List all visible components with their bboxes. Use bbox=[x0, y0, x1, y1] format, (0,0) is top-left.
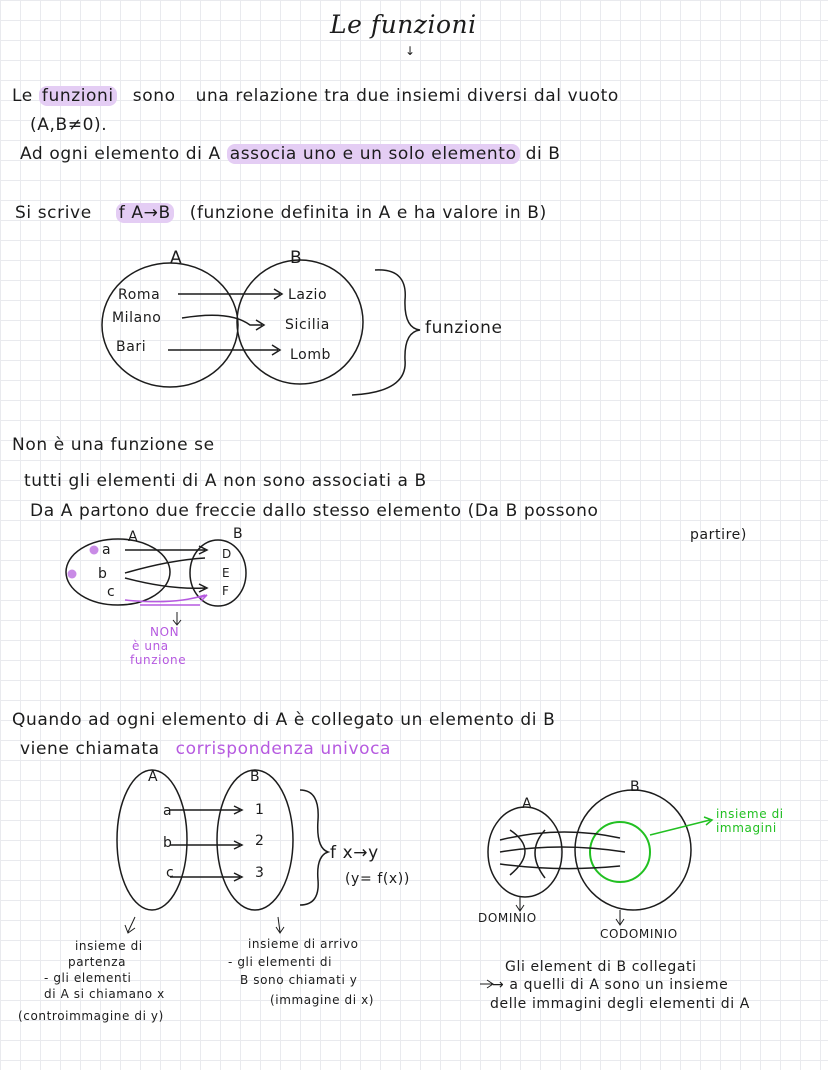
diagram1-set-b: B bbox=[290, 248, 303, 268]
page-title: Le funzioni bbox=[330, 10, 477, 39]
partenza-label: di A si chiamano x bbox=[44, 987, 165, 1001]
intro-word-sono: sono bbox=[132, 86, 176, 106]
diagram1-a-item: Bari bbox=[116, 339, 147, 355]
non-funzione-b-item: E bbox=[222, 566, 231, 580]
diagram1-a-item: Milano bbox=[112, 310, 162, 326]
non-funzione-b-item: D bbox=[222, 547, 232, 561]
partenza-label: - gli elementi bbox=[44, 971, 132, 985]
non-funzione-a-item: b bbox=[98, 566, 108, 582]
non-funzione-a-item: c bbox=[107, 584, 116, 600]
univoca-b-item: 2 bbox=[255, 833, 265, 849]
non-funzione-set-b: B bbox=[233, 526, 244, 542]
intro-line-3-end: di B bbox=[525, 144, 561, 164]
univoca-formula: f x→y bbox=[330, 843, 379, 863]
notation-description: (funzione definita in A e ha valore in B) bbox=[189, 203, 547, 223]
intro-keyword-funzioni: funzioni bbox=[39, 86, 117, 106]
univoca-line-2-start: viene chiamata bbox=[20, 739, 160, 759]
intro-line-3-start: Ad ogni elemento di A bbox=[20, 144, 221, 164]
dominio-note: Gli element di B collegati bbox=[505, 959, 697, 975]
intro-word-le: Le bbox=[12, 86, 33, 106]
univoca-formula-2: (y= f(x)) bbox=[345, 871, 410, 887]
dominio-note: delle immagini degli elementi di A bbox=[490, 996, 750, 1012]
diagram1-set-a: A bbox=[170, 248, 183, 268]
down-arrow-icon: ↓ bbox=[405, 44, 416, 58]
dominio-note: → a quelli di A sono un insieme bbox=[492, 977, 729, 993]
non-funzione-line-2: tutti gli elementi di A non sono associati a B bbox=[24, 471, 427, 491]
arrivo-label: (immagine di x) bbox=[270, 993, 375, 1007]
immagini-label: insieme di bbox=[716, 807, 784, 821]
arrivo-label: B sono chiamati y bbox=[240, 973, 358, 987]
notation-formula: f A→B bbox=[116, 203, 174, 223]
univoca-set-b: B bbox=[250, 769, 261, 785]
partenza-label: partenza bbox=[68, 955, 127, 969]
non-funzione-b-item: F bbox=[222, 584, 230, 598]
univoca-b-item: 1 bbox=[255, 802, 265, 818]
intro-definition: una relazione tra due insiemi diversi dal vuoto bbox=[195, 86, 619, 106]
non-funzione-a-item: a bbox=[102, 542, 112, 558]
univoca-a-item: c bbox=[166, 865, 175, 881]
partenza-label: insieme di bbox=[75, 939, 143, 953]
univoca-set-a: A bbox=[148, 769, 159, 785]
notation-prefix: Si scrive bbox=[15, 203, 92, 223]
univoca-b-item: 3 bbox=[255, 865, 265, 881]
partenza-label: (controimmagine di y) bbox=[18, 1009, 164, 1023]
arrivo-label: - gli elementi di bbox=[228, 955, 333, 969]
non-funzione-set-a: A bbox=[128, 529, 139, 545]
immagini-label: immagini bbox=[716, 821, 777, 835]
diagram1-b-item: Sicilia bbox=[285, 317, 330, 333]
diagram1-brace-label: funzione bbox=[425, 318, 503, 338]
codominio-label: CODOMINIO bbox=[600, 927, 678, 941]
univoca-a-item: a bbox=[163, 803, 173, 819]
non-funzione-note: funzione bbox=[130, 653, 187, 667]
dominio-set-b: B bbox=[630, 779, 641, 795]
intro-keyword-associa: associa uno e un solo elemento bbox=[227, 144, 520, 164]
univoca-line-1: Quando ad ogni elemento di A è collegato un elemento di B bbox=[12, 710, 556, 730]
dominio-set-a: A bbox=[522, 796, 533, 812]
diagram1-b-item: Lomb bbox=[290, 347, 332, 363]
non-funzione-line-3: Da A partono due freccie dallo stesso elemento (Da B possono bbox=[30, 501, 599, 521]
non-funzione-note: NON bbox=[150, 625, 180, 639]
non-funzione-line-3b: partire) bbox=[690, 527, 747, 543]
non-funzione-note: è una bbox=[132, 639, 169, 653]
intro-line-2: (A,B≠0). bbox=[30, 115, 108, 135]
diagram1-b-item: Lazio bbox=[288, 287, 328, 303]
univoca-a-item: b bbox=[163, 835, 173, 851]
arrivo-label: insieme di arrivo bbox=[248, 937, 359, 951]
non-funzione-line-1: Non è una funzione se bbox=[12, 435, 215, 455]
univoca-term: corrispondenza univoca bbox=[175, 739, 392, 759]
dominio-label: DOMINIO bbox=[478, 911, 537, 925]
diagram1-a-item: Roma bbox=[118, 287, 161, 303]
